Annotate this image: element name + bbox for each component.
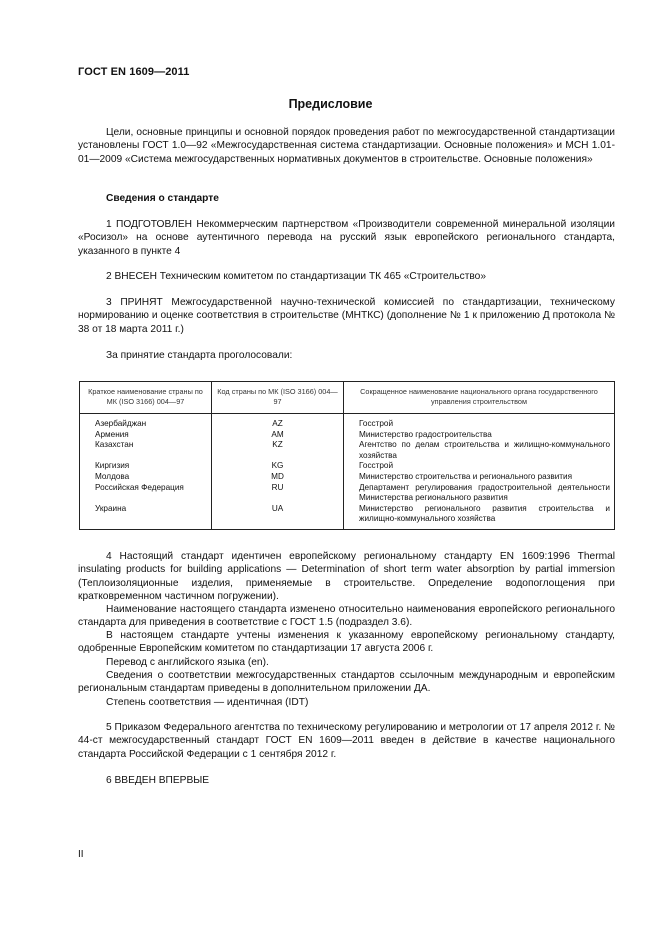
country-code: UA — [212, 504, 344, 530]
country-code: KZ — [212, 440, 344, 461]
table-row — [80, 472, 615, 483]
paragraph-4-name-change: Наименование настоящего стандарта изменено относительно наименования европейского регионального стандарта для приведения в соответствие с ГОСТ 1.5 (подраздел 3.6). — [78, 604, 615, 629]
country-code: KG — [212, 461, 344, 472]
authority-name: Департамент регулирования градостроительной деятельности Министерства регионального развития — [344, 483, 615, 504]
country-name: Российская Федерация — [95, 482, 184, 492]
authority-name: Госстрой — [344, 461, 615, 472]
country-name: Молдова — [95, 471, 130, 481]
voted-caption: За принятие стандарта проголосовали: — [106, 350, 293, 361]
standard-info-heading: Сведения о стандарте — [106, 193, 219, 204]
country-name: Киргизия — [95, 461, 130, 471]
column-header-code: Код страны по МК (ISO 3166) 004—97 — [212, 382, 344, 414]
paragraph-5-order: 5 Приказом Федерального агентства по техническому регулированию и метрологии от 17 апреля 2012 г. № 44-ст межгосударственный стандарт ГОСТ EN 1609—2011 введен в действие в качестве национального стандарта Российской Федерации с 1 сентября 2012 г. — [78, 722, 615, 760]
paragraph-2-introduced: 2 ВНЕСЕН Техническим комитетом по стандартизации ТК 465 «Строительство» — [106, 271, 486, 282]
authority-name: Министерство регионального развития строительства и жилищно-коммунального хозяйства — [344, 504, 615, 530]
table-header-row — [80, 382, 615, 414]
page-title: Предисловие — [288, 97, 373, 111]
table-row — [80, 430, 615, 441]
intro-paragraph: Цели, основные принципы и основной порядок проведения работ по межгосударственной стандартизации установлены ГОСТ 1.0—92 «Межгосударственная система стандартизации. Основные положения» и МСН 1.01-01—2009 «Система межгосударственных нормативных документов в строительстве. Основные положения» — [78, 127, 615, 165]
paragraph-4-identical: 4 Настоящий стандарт идентичен европейскому региональному стандарту EN 1609:1996 Thermal insulating products for building applications — Determination of short term water absorption by partial immersion (Теплоизоляционные изделия, применяемые в строительстве. Определение водопоглощения при кратковременном частичном погружении). — [78, 551, 615, 602]
country-code: MD — [212, 472, 344, 483]
voting-countries-table — [79, 381, 615, 530]
paragraph-4-amendments: В настоящем стандарте учтены изменения к указанному европейскому региональному стандарту, одобренные Европейским комитетом по стандартизации 17 августа 2006 г. — [78, 630, 615, 655]
paragraph-4-references: Сведения о соответствии межгосударственных стандартов ссылочным международным и европейским региональным стандартам приведены в дополнительном приложении ДА. — [78, 670, 615, 695]
country-code: RU — [212, 483, 344, 504]
authority-name: Министерство градостроительства — [344, 430, 615, 441]
page-number: II — [78, 849, 84, 860]
table-row — [80, 483, 615, 504]
country-code: AZ — [212, 414, 344, 430]
paragraph-6-first-introduced: 6 ВВЕДЕН ВПЕРВЫЕ — [106, 775, 210, 786]
country-name: Армения — [95, 429, 129, 439]
column-header-authority: Сокращенное наименование национального органа государственного управления строительством — [344, 382, 615, 414]
paragraph-1-prepared: 1 ПОДГОТОВЛЕН Некоммерческим партнерством «Производители современной минеральной изоляции «Росизол» на основе аутентичного перевода на русский язык европейского регионального стандарта, указанного в пункте 4 — [78, 219, 615, 257]
table-row — [80, 504, 615, 530]
table-row — [80, 440, 615, 461]
country-code: AM — [212, 430, 344, 441]
table-row — [80, 414, 615, 430]
authority-name: Госстрой — [344, 414, 615, 430]
document-code-header: ГОСТ EN 1609—2011 — [78, 66, 190, 78]
table-row — [80, 461, 615, 472]
paragraph-3-adopted: 3 ПРИНЯТ Межгосударственной научно-технической комиссией по стандартизации, техническому нормированию и оценке соответствия в строительстве (МНТКС) (дополнение № 1 к приложению Д протокола № 38 от 18 марта 2011 г.) — [78, 297, 615, 335]
paragraph-4-translation: Перевод с английского языка (en). — [106, 657, 269, 668]
authority-name: Министерство строительства и регионального развития — [344, 472, 615, 483]
authority-name: Агентство по делам строительства и жилищно-коммунального хозяйства — [344, 440, 615, 461]
country-name: Казахстан — [95, 440, 134, 450]
column-header-country: Краткое наименование страны по МК (ISO 3166) 004—97 — [80, 382, 212, 414]
paragraph-4-conformity: Степень соответствия — идентичная (IDT) — [106, 697, 309, 708]
country-name: Азербайджан — [95, 419, 147, 428]
country-name: Украина — [95, 503, 127, 513]
